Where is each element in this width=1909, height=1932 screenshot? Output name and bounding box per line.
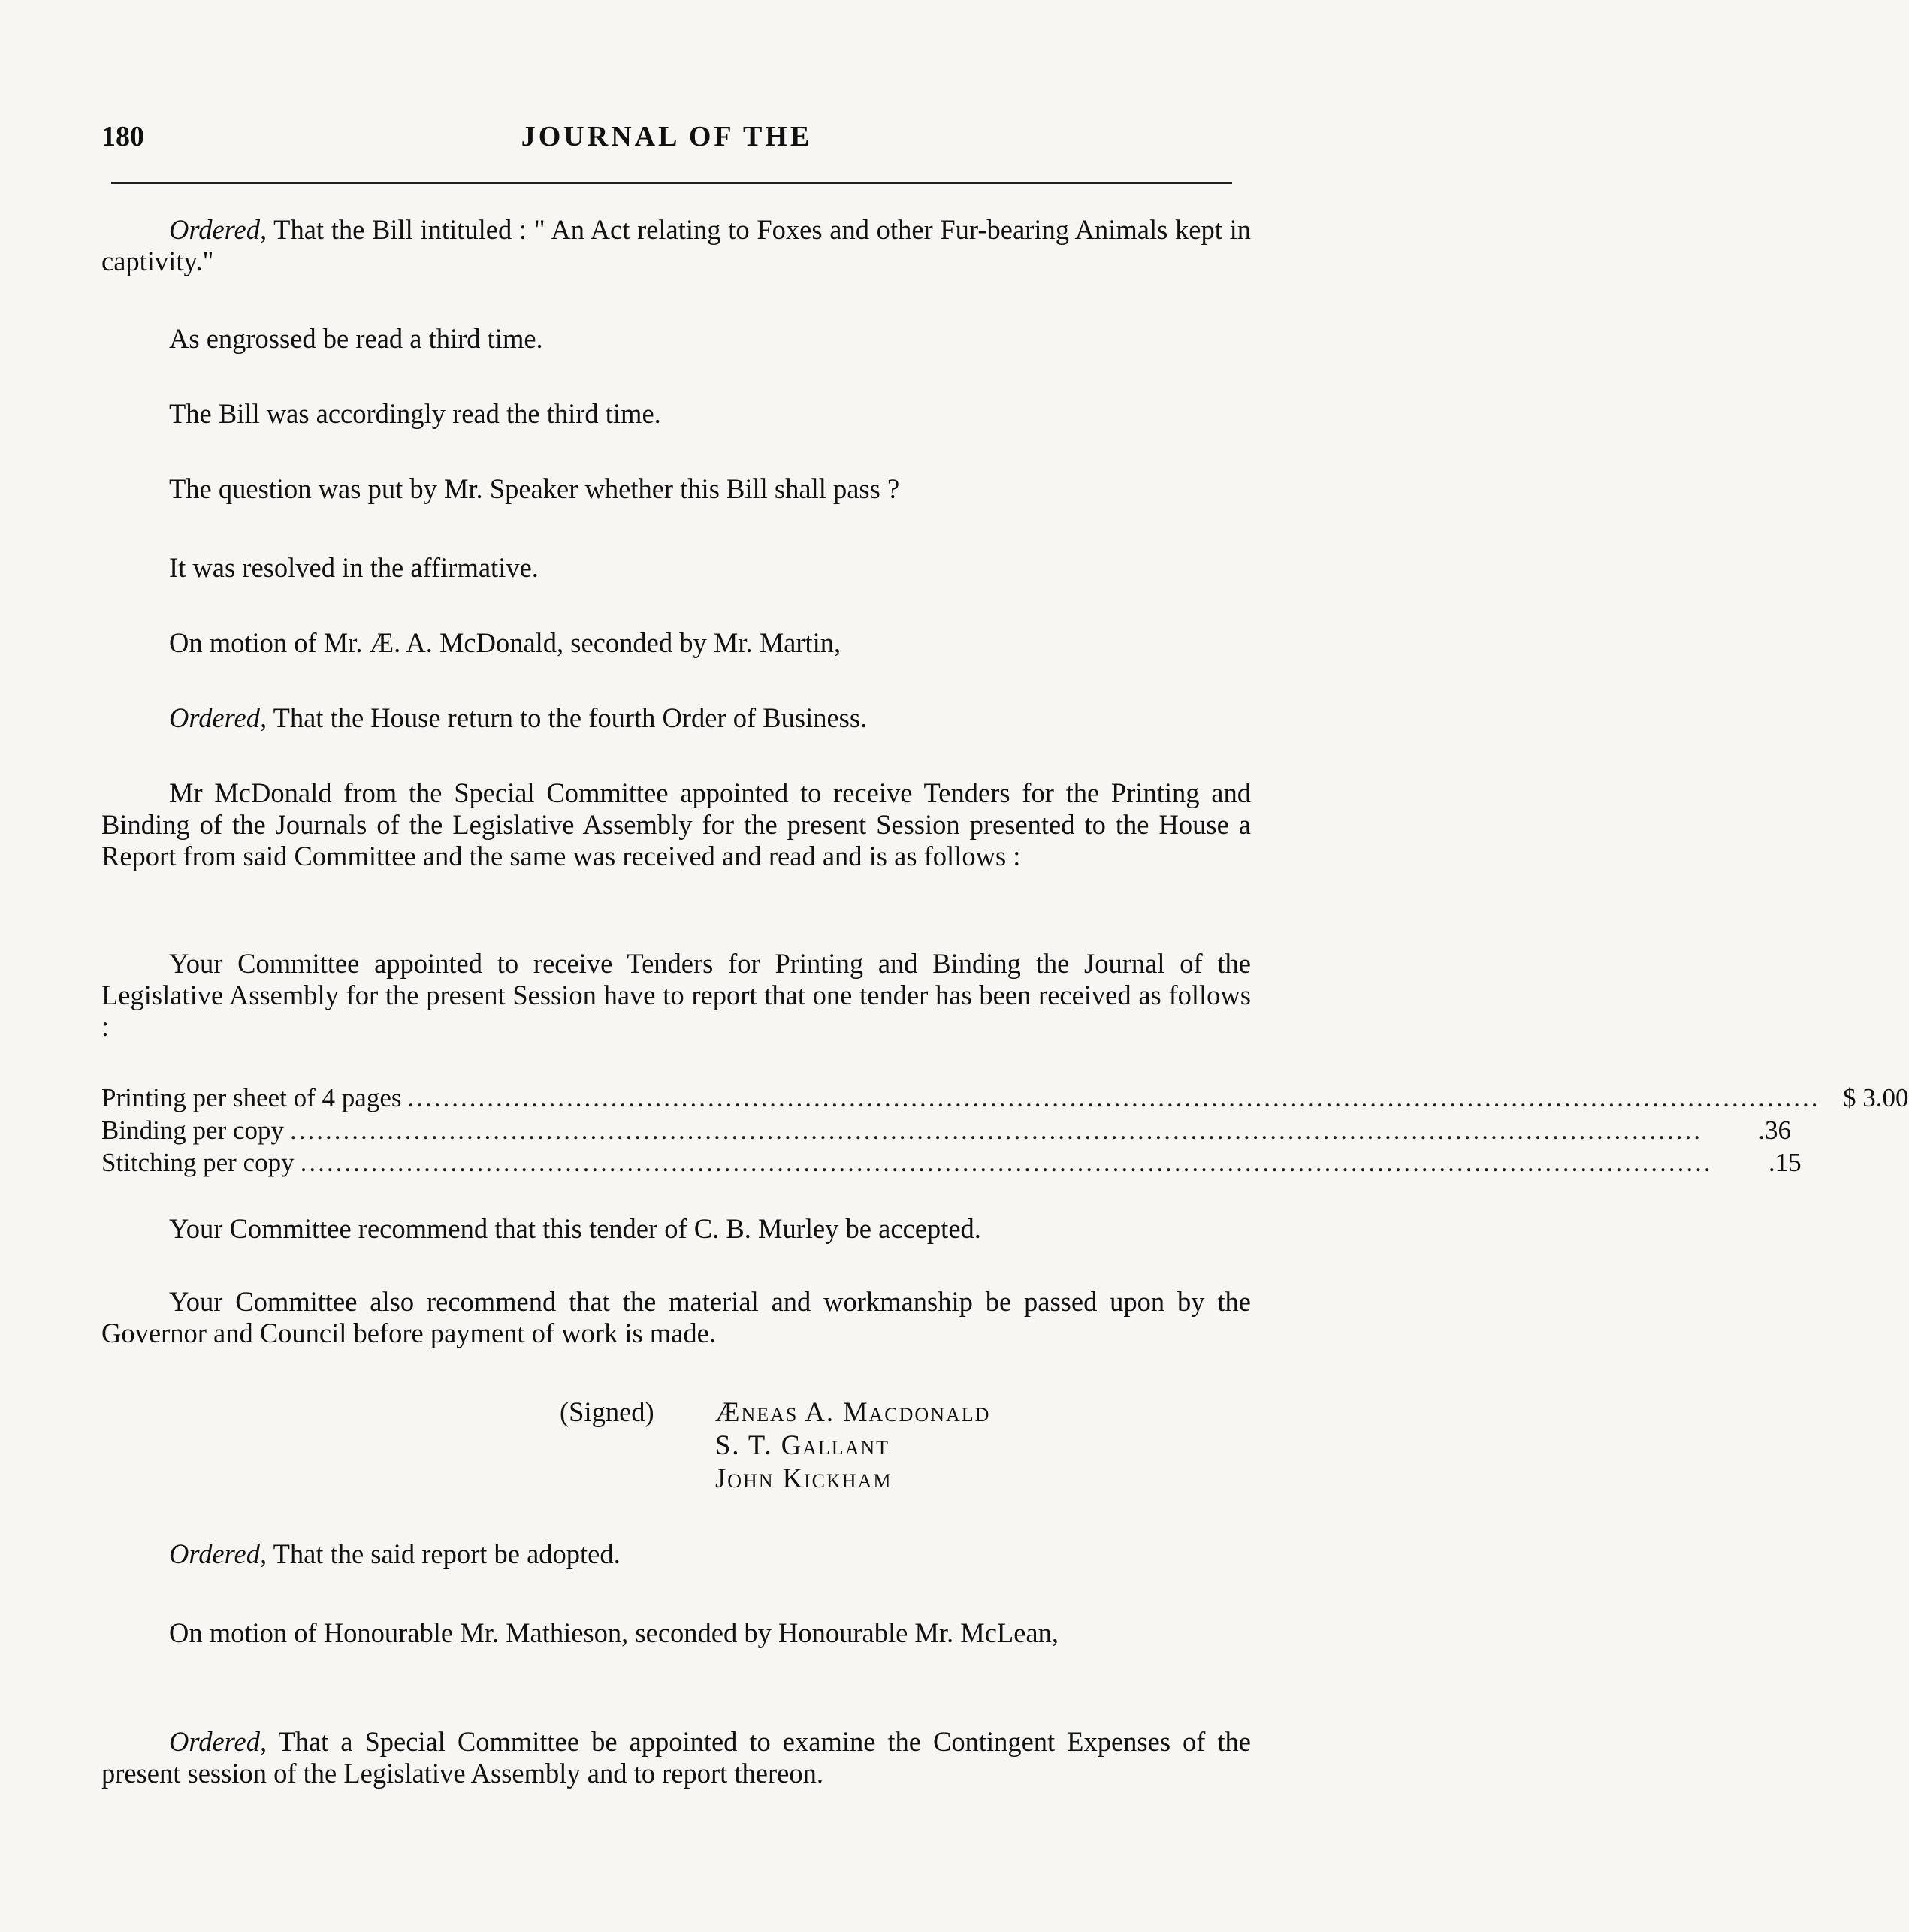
page-header	[101, 120, 1232, 165]
paragraph-ordered-committee	[101, 1726, 1251, 1789]
paragraph-text: On motion of Honourable Mr. Mathieson, seconded by Honourable Mr. McLean,	[169, 1617, 1059, 1648]
paragraph-recommend-material	[101, 1286, 1251, 1349]
ordered-label: Ordered,	[169, 214, 267, 245]
signatory-name: S. T. Gallant	[715, 1429, 890, 1460]
tender-item: Printing per sheet of 4 pages	[101, 1083, 402, 1112]
tender-item: Binding per copy	[101, 1115, 285, 1145]
ordered-label: Ordered,	[169, 1726, 267, 1757]
tender-amount: .36	[1758, 1115, 1792, 1145]
running-head: JOURNAL OF THE	[521, 121, 813, 152]
tender-row	[101, 1082, 1909, 1114]
tender-item: Stitching per copy	[101, 1148, 295, 1177]
paragraph-text: That the House return to the fourth Order of Business.	[273, 702, 868, 733]
ordered-label: Ordered,	[169, 702, 267, 733]
leader-dots: ................................................................................................................................................................	[300, 1148, 1713, 1177]
paragraph-text: That the said report be adopted.	[273, 1538, 621, 1569]
leader-dots: ................................................................................................................................................................	[407, 1083, 1820, 1112]
paragraph-ordered-adopted	[101, 1538, 1251, 1570]
tender-row	[101, 1146, 1802, 1179]
paragraph-text: On motion of Mr. Æ. A. McDonald, seconded by Mr. Martin,	[169, 627, 841, 658]
paragraph-text: As engrossed be read a third time.	[169, 323, 543, 354]
signatory-name: Æneas A. Macdonald	[715, 1396, 991, 1427]
paragraph-text: Mr McDonald from the Special Committee appointed to receive Tenders for the Printing and Binding of the Journals of the Legislative Assembly for the present Session presented to the House a Report from said Committee and the same was received and read and is as follows :	[101, 777, 1251, 871]
paragraph-text: That a Special Committee be appointed to examine the Contingent Expenses of the present session of the Legislative Assembly and to report thereon.	[101, 1726, 1251, 1789]
paragraph-text: The Bill was accordingly read the third time.	[169, 398, 661, 429]
paragraph-ordered-bill	[101, 214, 1251, 277]
signed-label: (Signed)	[560, 1396, 654, 1427]
paragraph-text: The question was put by Mr. Speaker whether this Bill shall pass ?	[169, 473, 900, 504]
page-number: 180	[101, 121, 144, 152]
ordered-label: Ordered,	[169, 1538, 267, 1569]
paragraph-motion-mcdonald	[101, 627, 1251, 659]
paragraph-question	[101, 473, 1251, 505]
paragraph-motion-mathieson	[101, 1617, 1251, 1649]
paragraph-committee-tenders	[101, 948, 1251, 1043]
tender-amount: $ 3.00	[1843, 1083, 1909, 1112]
tender-list	[101, 1082, 1909, 1179]
header-rule	[111, 182, 1232, 184]
paragraph-text: Your Committee also recommend that the material and workmanship be passed upon by the Governor and Council before payment of work is made.	[101, 1286, 1251, 1348]
paragraph-text: Your Committee appointed to receive Tenders for Printing and Binding the Journal of the Legislative Assembly for the present Session have to report that one tender has been received as follows :	[101, 948, 1251, 1042]
paragraph-text: That the Bill intituled : " An Act relating to Foxes and other Fur-bearing Animals kept in captivity."	[101, 214, 1251, 276]
paragraph-text: Your Committee recommend that this tender of C. B. Murley be accepted.	[169, 1213, 981, 1244]
signatory-name: John Kickham	[715, 1463, 893, 1493]
tender-amount: .15	[1768, 1148, 1802, 1177]
tender-row	[101, 1114, 1792, 1146]
paragraph-resolved	[101, 552, 1251, 584]
paragraph-ordered-return	[101, 702, 1251, 734]
paragraph-committee-report	[101, 777, 1251, 872]
leader-dots: ................................................................................................................................................................	[290, 1115, 1703, 1145]
paragraph-recommend-tender	[101, 1213, 1251, 1245]
paragraph-read-third	[101, 398, 1251, 430]
paragraph-text: It was resolved in the affirmative.	[169, 552, 539, 583]
signatory-names	[715, 1396, 1166, 1495]
paragraph-engrossed	[101, 323, 1251, 355]
